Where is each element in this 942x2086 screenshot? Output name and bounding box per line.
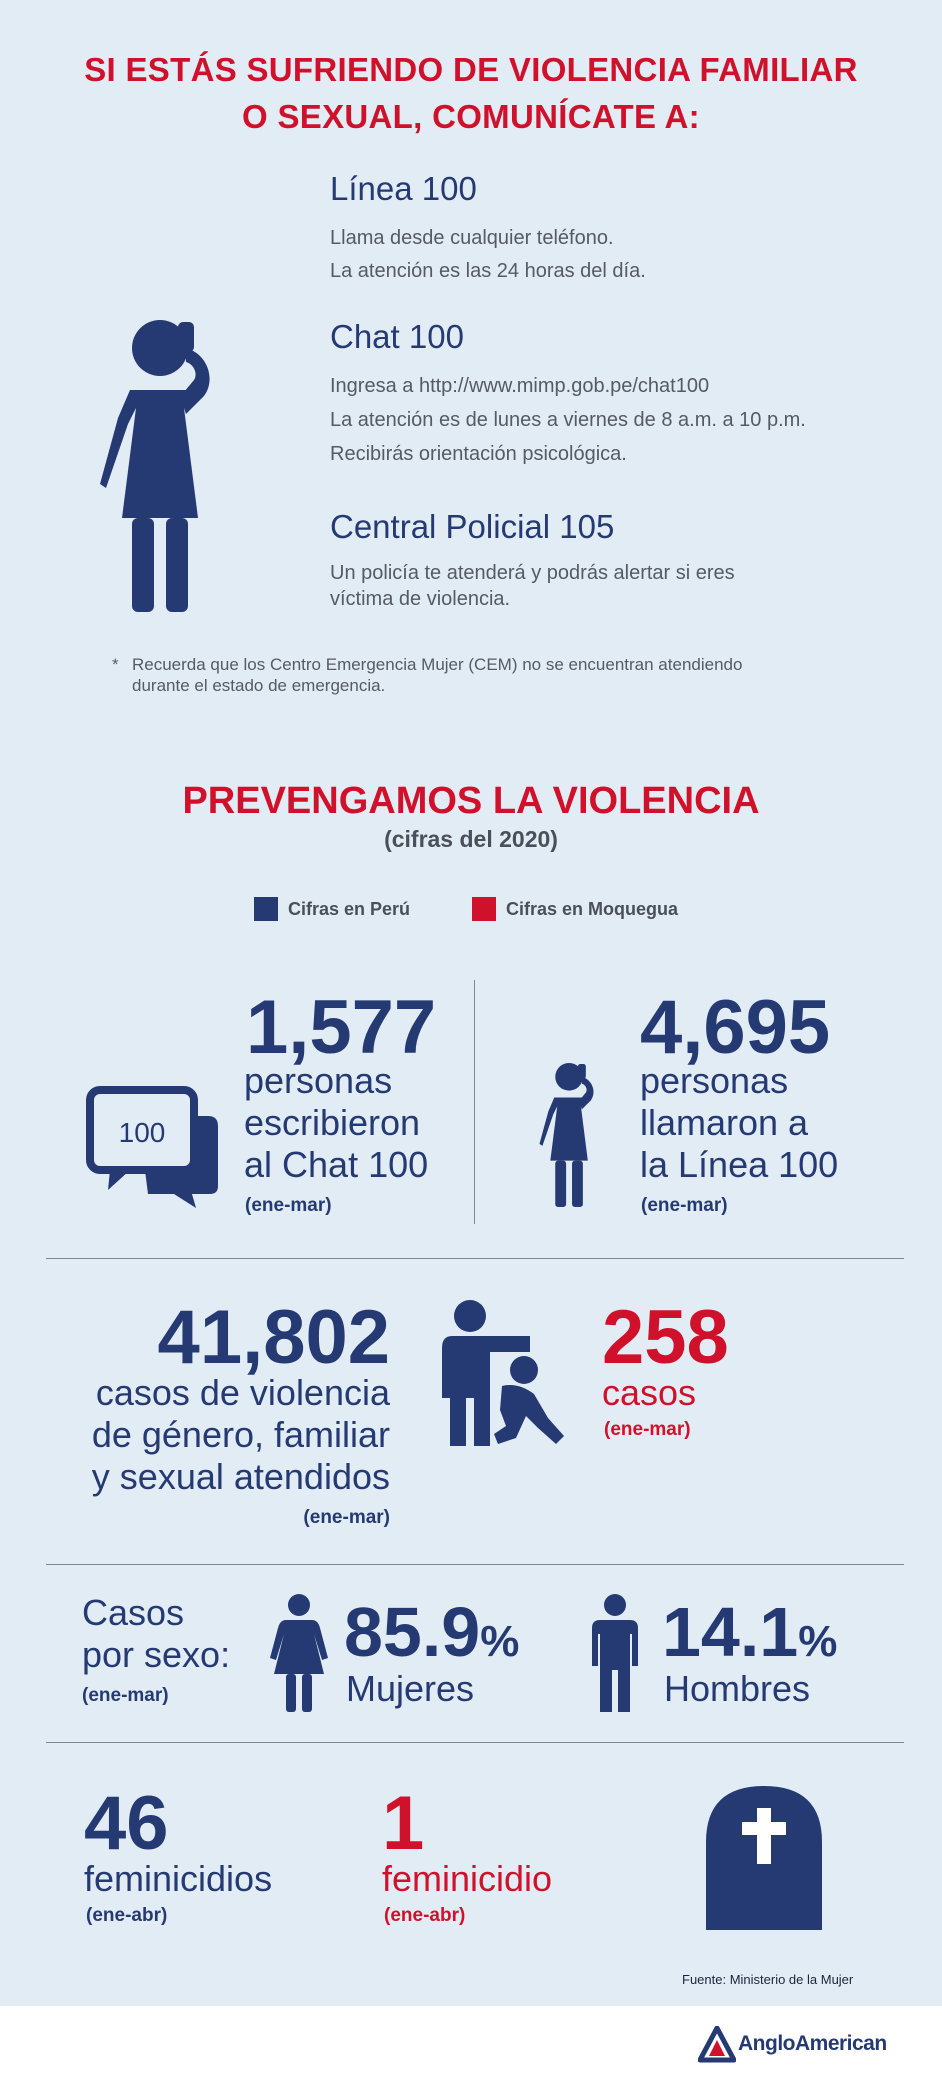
chat-value: 1,577	[246, 985, 437, 1070]
woman-phone-icon	[100, 318, 240, 618]
men-label: Hombres	[664, 1668, 811, 1709]
chat-line-1: personas	[244, 1060, 393, 1101]
contact-linea-100-line-2: La atención es las 24 horas del día.	[330, 260, 646, 282]
woman-phone-small-icon	[536, 1062, 612, 1210]
chat-line-3: al Chat 100	[244, 1144, 429, 1185]
legend-peru-label: Cifras en Perú	[288, 898, 411, 919]
chat-period: (ene-mar)	[245, 1195, 332, 1216]
cases-moq-value: 258	[602, 1295, 729, 1380]
section-subtitle: (cifras del 2020)	[384, 826, 558, 852]
contact-chat-100-title: Chat 100	[330, 318, 464, 355]
sex-label-line-1: Casos	[82, 1592, 185, 1633]
cases-moq-period: (ene-mar)	[604, 1419, 691, 1440]
anglo-american-logo-icon	[698, 2026, 736, 2064]
chat-icon-label: 100	[118, 1117, 166, 1148]
man-icon	[592, 1594, 638, 1712]
women-label: Mujeres	[346, 1668, 475, 1709]
contact-central-policial-title: Central Policial 105	[330, 508, 615, 545]
legend-moquegua	[472, 897, 678, 921]
femicide-peru-label: feminicidios	[84, 1858, 273, 1899]
femicide-moq-period: (ene-abr)	[384, 1905, 466, 1926]
cases-line-1: casos de violencia	[95, 1372, 390, 1413]
women-value: 85.9	[344, 1593, 481, 1671]
divider-1	[46, 1258, 904, 1259]
linea-line-3: la Línea 100	[640, 1144, 839, 1185]
contact-linea-100-line-1: Llama desde cualquier teléfono.	[330, 227, 614, 249]
cases-line-3: y sexual atendidos	[91, 1456, 390, 1497]
legend-peru-swatch	[254, 897, 278, 921]
sex-period: (ene-mar)	[82, 1685, 169, 1706]
header-line-2: O SEXUAL, COMUNÍCATE A:	[242, 98, 700, 135]
vertical-divider	[474, 980, 475, 1224]
chat-line-2: escribieron	[244, 1102, 421, 1143]
linea-line-1: personas	[640, 1060, 789, 1101]
contact-chat-100-line-2: La atención es de lunes a viernes de 8 a.m. a 10 p.m.	[330, 409, 806, 431]
linea-value: 4,695	[640, 985, 831, 1070]
note-bullet: *	[112, 655, 119, 674]
femicide-moq-label: feminicidio	[382, 1858, 553, 1899]
legend-moquegua-label: Cifras en Moquegua	[506, 898, 679, 919]
femicide-moq-value: 1	[382, 1781, 425, 1866]
femicide-peru-value: 46	[84, 1781, 169, 1866]
cases-moq-label: casos	[602, 1372, 697, 1413]
linea-line-2: llamaron a	[640, 1102, 809, 1143]
chat-bubble-icon	[86, 1086, 220, 1208]
men-percent-sign: %	[798, 1617, 838, 1666]
note-line-1: Recuerda que los Centro Emergencia Mujer (CEM) no se encuentran atendiendo	[132, 655, 743, 674]
aggression-icon	[440, 1298, 570, 1448]
contact-chat-100-line-3: Recibirás orientación psicológica.	[330, 443, 627, 465]
woman-icon	[270, 1594, 328, 1712]
source-note: Fuente: Ministerio de la Mujer	[682, 1972, 854, 1987]
femicide-peru-period: (ene-abr)	[86, 1905, 168, 1926]
section-title: PREVENGAMOS LA VIOLENCIA	[182, 780, 760, 822]
linea-period: (ene-mar)	[641, 1195, 728, 1216]
women-percent-sign: %	[480, 1617, 520, 1666]
note-line-2: durante el estado de emergencia.	[132, 676, 386, 695]
cases-period: (ene-mar)	[303, 1507, 390, 1528]
legend-moquegua-swatch	[472, 897, 496, 921]
contact-central-policial-line-1: Un policía te atenderá y podrás alertar si eres	[330, 562, 735, 584]
legend-peru	[254, 897, 410, 921]
contact-linea-100-title: Línea 100	[330, 170, 477, 207]
cases-line-2: de género, familiar	[91, 1414, 390, 1455]
men-value: 14.1	[662, 1593, 799, 1671]
brand-name: AngloAmerican	[738, 2032, 887, 2055]
contact-central-policial-line-2: víctima de violencia.	[330, 588, 511, 610]
sex-label-line-2: por sexo:	[82, 1634, 231, 1675]
divider-2	[46, 1564, 904, 1565]
divider-3	[46, 1742, 904, 1743]
header-line-1: SI ESTÁS SUFRIENDO DE VIOLENCIA FAMILIAR	[84, 51, 858, 88]
cases-value: 41,802	[157, 1295, 390, 1380]
tombstone-icon	[698, 1786, 830, 1930]
contact-chat-100-line-1: Ingresa a http://www.mimp.gob.pe/chat100	[330, 375, 710, 397]
